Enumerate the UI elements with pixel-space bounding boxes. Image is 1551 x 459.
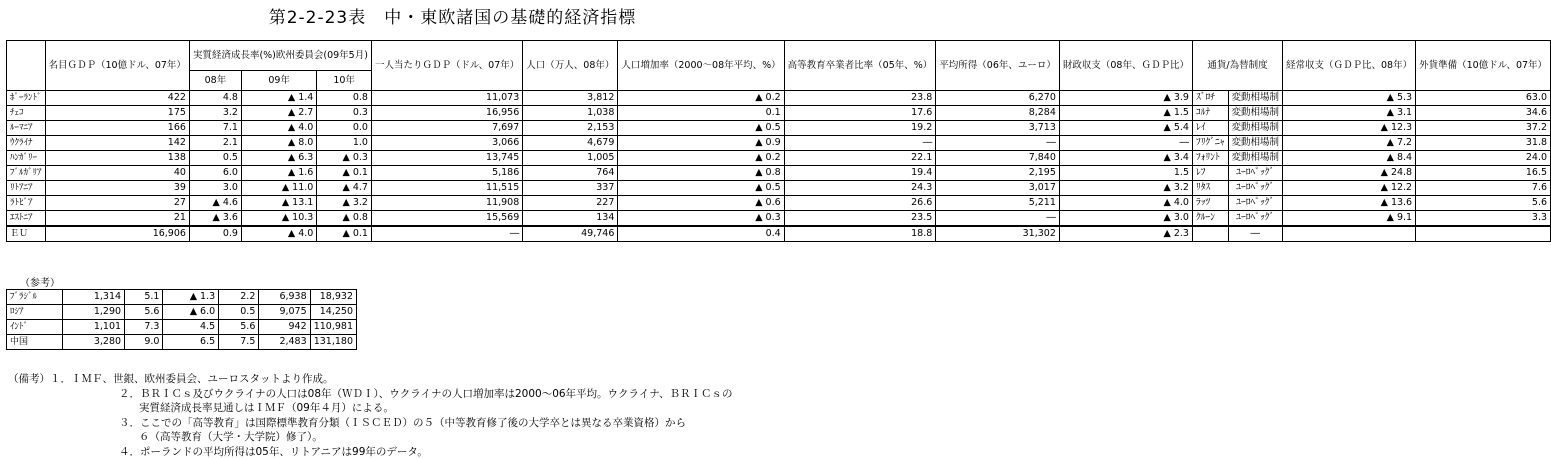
cell-gdp: 40	[45, 166, 189, 181]
cell-regime: 変動相場制	[1228, 106, 1283, 121]
note-line: ４．ポーランドの平均所得は05年、リトアニアは99年のデータ。	[119, 445, 428, 458]
header-higher-edu: 高等教育卒業者比率（05年、%）	[784, 41, 936, 91]
cell-regime: ﾕｰﾛﾍﾟｯｸﾞ	[1228, 211, 1283, 227]
cell-inc: 5,211	[936, 196, 1060, 211]
cell-edu: 24.3	[784, 181, 936, 196]
ref-cell-g09: 4.5	[163, 320, 219, 335]
cell-cur: ﾌﾘｸﾞﾆｬ	[1192, 136, 1228, 151]
cell-gdppc: 16,956	[371, 106, 522, 121]
header-gdp-per-capita: 一人当たりＧＤＰ（ドル、07年）	[371, 41, 522, 91]
cell-g10: ▲ 3.2	[317, 196, 372, 211]
cell-inc: 8,284	[936, 106, 1060, 121]
cell-res: 5.6	[1416, 196, 1551, 211]
ref-cell-pop: 14,250	[310, 305, 356, 320]
cell-gdp: 16,906	[45, 226, 189, 242]
cell-g08: 3.2	[189, 106, 241, 121]
ref-cell-country: ﾛｼｱ	[7, 305, 63, 320]
cell-fis: ▲ 4.0	[1059, 196, 1192, 211]
reference-label: （参考）	[20, 278, 60, 289]
cell-fis: ▲ 2.3	[1059, 226, 1192, 242]
notes	[8, 372, 733, 459]
cell-popg: ▲ 0.8	[618, 166, 784, 181]
cell-edu: 23.5	[784, 211, 936, 227]
table-row	[7, 106, 1551, 121]
cell-country: ﾊﾝｶﾞﾘｰ	[7, 151, 46, 166]
cell-cur: ﾚﾌ	[1192, 166, 1228, 181]
cell-res: 31.8	[1416, 136, 1551, 151]
reference-row	[7, 305, 357, 320]
reference-row	[7, 290, 357, 305]
cell-edu: 26.6	[784, 196, 936, 211]
cell-ca	[1283, 226, 1416, 242]
ref-cell-g08: 7.3	[125, 320, 163, 335]
cell-ca: ▲ 12.3	[1283, 121, 1416, 136]
cell-gdppc: 3,066	[371, 136, 522, 151]
note-line: ２．ＢＲＩＣｓ及びウクライナの人口は08年（ＷＤＩ）、ウクライナの人口増加率は2000～06年平均。ウクライナ、ＢＲＩＣｓの	[119, 387, 733, 400]
cell-gdp: 138	[45, 151, 189, 166]
cell-g09: ▲ 4.0	[241, 226, 316, 242]
cell-regime: ―	[1228, 226, 1283, 242]
cell-pop: 4,679	[523, 136, 618, 151]
cell-inc: ―	[936, 136, 1060, 151]
ref-cell-gdp: 1,314	[62, 290, 124, 305]
ref-cell-gdp: 1,101	[62, 320, 124, 335]
reference-row	[7, 320, 357, 335]
cell-cur: ｸﾙｰﾝ	[1192, 211, 1228, 227]
cell-gdppc: 11,073	[371, 91, 522, 106]
indicator-table	[6, 40, 1551, 242]
cell-popg: 0.1	[618, 106, 784, 121]
cell-g08: 3.0	[189, 181, 241, 196]
cell-inc: 3,017	[936, 181, 1060, 196]
cell-regime: ﾕｰﾛﾍﾟｯｸﾞ	[1228, 166, 1283, 181]
ref-cell-country: ｲﾝﾄﾞ	[7, 320, 63, 335]
cell-ca: ▲ 3.1	[1283, 106, 1416, 121]
cell-g09: ▲ 11.0	[241, 181, 316, 196]
ref-cell-g08: 5.1	[125, 290, 163, 305]
ref-cell-pop: 18,932	[310, 290, 356, 305]
cell-cur: ﾗｯﾂ	[1192, 196, 1228, 211]
header-growth-08: 08年	[189, 71, 241, 91]
cell-ca: ▲ 9.1	[1283, 211, 1416, 227]
cell-g10: 0.0	[317, 121, 372, 136]
ref-cell-g10: 7.5	[219, 335, 259, 350]
ref-cell-g09: ▲ 1.3	[163, 290, 219, 305]
cell-pop: 227	[523, 196, 618, 211]
cell-pop: 2,153	[523, 121, 618, 136]
cell-g08: 4.8	[189, 91, 241, 106]
cell-regime: 変動相場制	[1228, 151, 1283, 166]
cell-ca: ▲ 13.6	[1283, 196, 1416, 211]
cell-inc: 7,840	[936, 151, 1060, 166]
cell-g10: ▲ 0.3	[317, 151, 372, 166]
cell-edu: ―	[784, 136, 936, 151]
ref-cell-gdppc: 6,938	[259, 290, 310, 305]
cell-ca: ▲ 8.4	[1283, 151, 1416, 166]
ref-cell-pop: 110,981	[310, 320, 356, 335]
cell-edu: 18.8	[784, 226, 936, 242]
ref-cell-gdppc: 9,075	[259, 305, 310, 320]
ref-cell-gdppc: 2,483	[259, 335, 310, 350]
cell-edu: 22.1	[784, 151, 936, 166]
cell-popg: ▲ 0.3	[618, 211, 784, 227]
ref-cell-pop: 131,180	[310, 335, 356, 350]
cell-gdppc: 11,908	[371, 196, 522, 211]
reference-row	[7, 335, 357, 350]
cell-ca: ▲ 7.2	[1283, 136, 1416, 151]
cell-res: 16.5	[1416, 166, 1551, 181]
ref-cell-gdppc: 942	[259, 320, 310, 335]
note-line: ３．ここでの「高等教育」は国際標準教育分類（ＩＳＣＥＤ）の５（中等教育修了後の大学卒とは異なる卒業資格）から	[119, 416, 686, 429]
cell-edu: 23.8	[784, 91, 936, 106]
ref-cell-g10: 0.5	[219, 305, 259, 320]
cell-regime: ﾕｰﾛﾍﾟｯｸﾞ	[1228, 181, 1283, 196]
note-line: 実質経済成長率見通しはＩＭＦ（09年４月）による。	[139, 402, 394, 414]
cell-g10: 0.3	[317, 106, 372, 121]
cell-popg: ▲ 0.5	[618, 181, 784, 196]
header-fiscal: 財政収支（08年、ＧＤＰ比）	[1059, 41, 1192, 91]
cell-cur: ﾚｲ	[1192, 121, 1228, 136]
cell-gdp: 422	[45, 91, 189, 106]
cell-cur: ﾘﾀｽ	[1192, 181, 1228, 196]
table-row	[7, 121, 1551, 136]
ref-cell-g10: 2.2	[219, 290, 259, 305]
cell-pop: 49,746	[523, 226, 618, 242]
cell-gdp: 21	[45, 211, 189, 227]
cell-g10: ▲ 0.8	[317, 211, 372, 227]
table-row	[7, 196, 1551, 211]
cell-inc: 31,302	[936, 226, 1060, 242]
cell-res: 24.0	[1416, 151, 1551, 166]
ref-cell-gdp: 1,290	[62, 305, 124, 320]
cell-ca: ▲ 12.2	[1283, 181, 1416, 196]
cell-g09: ▲ 6.3	[241, 151, 316, 166]
header-current-account: 経常収支（ＧＤＰ比、08年）	[1283, 41, 1416, 91]
cell-gdp: 27	[45, 196, 189, 211]
header-currency: 通貨/為替制度	[1192, 41, 1282, 91]
reference-table	[6, 289, 357, 350]
cell-country: ﾙｰﾏﾆｱ	[7, 121, 46, 136]
table-row	[7, 211, 1551, 227]
table-row	[7, 151, 1551, 166]
cell-inc: 2,195	[936, 166, 1060, 181]
header-population: 人口（万人、08年）	[523, 41, 618, 91]
cell-res: 63.0	[1416, 91, 1551, 106]
cell-regime: 変動相場制	[1228, 121, 1283, 136]
table-row	[7, 136, 1551, 151]
cell-gdp: 142	[45, 136, 189, 151]
cell-g10: ▲ 4.7	[317, 181, 372, 196]
cell-pop: 1,038	[523, 106, 618, 121]
cell-inc: 3,713	[936, 121, 1060, 136]
cell-popg: ▲ 0.5	[618, 121, 784, 136]
header-reserves: 外貨準備（10億ドル、07年）	[1416, 41, 1551, 91]
cell-fis: ▲ 1.5	[1059, 106, 1192, 121]
ref-cell-g08: 9.0	[125, 335, 163, 350]
cell-g09: ▲ 1.4	[241, 91, 316, 106]
header-growth-10: 10年	[317, 71, 372, 91]
header-gdp: 名目ＧＤＰ（10億ドル、07年）	[45, 41, 189, 91]
cell-fis: ▲ 3.4	[1059, 151, 1192, 166]
cell-res: 37.2	[1416, 121, 1551, 136]
cell-popg: ▲ 0.6	[618, 196, 784, 211]
cell-g10: ▲ 0.1	[317, 226, 372, 242]
cell-fis: ▲ 3.9	[1059, 91, 1192, 106]
ref-cell-g09: 6.5	[163, 335, 219, 350]
table-row	[7, 166, 1551, 181]
cell-popg: ▲ 0.2	[618, 151, 784, 166]
cell-fis: ▲ 3.0	[1059, 211, 1192, 227]
cell-fis: ―	[1059, 136, 1192, 151]
cell-country: ｳｸﾗｲﾅ	[7, 136, 46, 151]
cell-popg: ▲ 0.9	[618, 136, 784, 151]
cell-edu: 17.6	[784, 106, 936, 121]
cell-pop: 337	[523, 181, 618, 196]
header-growth: 実質経済成長率(%)欧州委員会(09年5月)	[189, 41, 371, 71]
cell-ca: ▲ 5.3	[1283, 91, 1416, 106]
ref-cell-gdp: 3,280	[62, 335, 124, 350]
cell-pop: 134	[523, 211, 618, 227]
cell-gdp: 175	[45, 106, 189, 121]
cell-g09: ▲ 8.0	[241, 136, 316, 151]
cell-res: 3.3	[1416, 211, 1551, 227]
cell-g09: ▲ 1.6	[241, 166, 316, 181]
cell-g09: ▲ 10.3	[241, 211, 316, 227]
cell-gdppc: 15,569	[371, 211, 522, 227]
cell-inc: ―	[936, 211, 1060, 227]
cell-country: ﾘﾄｱﾆｱ	[7, 181, 46, 196]
cell-country: ｴｽﾄﾆｱ	[7, 211, 46, 227]
cell-gdppc: 11,515	[371, 181, 522, 196]
cell-g09: ▲ 2.7	[241, 106, 316, 121]
cell-fis: ▲ 3.2	[1059, 181, 1192, 196]
ref-cell-g08: 5.6	[125, 305, 163, 320]
header-growth-09: 09年	[241, 71, 316, 91]
cell-g08: 0.9	[189, 226, 241, 242]
ref-cell-country: ﾌﾞﾗｼﾞﾙ	[7, 290, 63, 305]
page-title: 第2-2-23表 中・東欧諸国の基礎的経済指標	[268, 8, 637, 28]
cell-regime: ﾕｰﾛﾍﾟｯｸﾞ	[1228, 196, 1283, 211]
cell-pop: 3,812	[523, 91, 618, 106]
cell-g08: 7.1	[189, 121, 241, 136]
cell-fis: ▲ 5.4	[1059, 121, 1192, 136]
header-avg-income: 平均所得（06年、ユーロ）	[936, 41, 1060, 91]
note-line: （備考）１．ＩＭＦ、世銀、欧州委員会、ユーロスタットより作成。	[8, 373, 334, 385]
cell-g09: ▲ 4.0	[241, 121, 316, 136]
cell-g09: ▲ 13.1	[241, 196, 316, 211]
ref-cell-g09: ▲ 6.0	[163, 305, 219, 320]
cell-popg: 0.4	[618, 226, 784, 242]
cell-ca: ▲ 24.8	[1283, 166, 1416, 181]
cell-cur: ﾌｫﾘﾝﾄ	[1192, 151, 1228, 166]
cell-res: 34.6	[1416, 106, 1551, 121]
table-row	[7, 91, 1551, 106]
cell-inc: 6,270	[936, 91, 1060, 106]
cell-pop: 1,005	[523, 151, 618, 166]
cell-regime: 変動相場制	[1228, 136, 1283, 151]
cell-gdppc: 5,186	[371, 166, 522, 181]
cell-country: ﾁｪｺ	[7, 106, 46, 121]
cell-g10: 0.8	[317, 91, 372, 106]
cell-g08: ▲ 4.6	[189, 196, 241, 211]
cell-g08: 6.0	[189, 166, 241, 181]
cell-gdp: 39	[45, 181, 189, 196]
cell-g08: 2.1	[189, 136, 241, 151]
cell-g10: ▲ 0.1	[317, 166, 372, 181]
cell-gdp: 166	[45, 121, 189, 136]
cell-fis: 1.5	[1059, 166, 1192, 181]
cell-pop: 764	[523, 166, 618, 181]
cell-country: ﾌﾞﾙｶﾞﾘｱ	[7, 166, 46, 181]
cell-res: 7.6	[1416, 181, 1551, 196]
cell-g08: ▲ 3.6	[189, 211, 241, 227]
ref-cell-g10: 5.6	[219, 320, 259, 335]
cell-edu: 19.4	[784, 166, 936, 181]
cell-edu: 19.2	[784, 121, 936, 136]
cell-cur: ｽﾞﾛﾁ	[1192, 91, 1228, 106]
table-row	[7, 226, 1551, 242]
cell-country: ﾗﾄﾋﾞｱ	[7, 196, 46, 211]
note-line: ６（高等教育（大学・大学院）修了）。	[139, 431, 323, 443]
cell-regime: 変動相場制	[1228, 91, 1283, 106]
cell-cur: ｺﾙﾅ	[1192, 106, 1228, 121]
header-pop-growth: 人口増加率（2000～08年平均、%）	[618, 41, 784, 91]
cell-country: ＥＵ	[7, 226, 46, 242]
table-row	[7, 181, 1551, 196]
cell-res	[1416, 226, 1551, 242]
cell-g08: 0.5	[189, 151, 241, 166]
cell-g10: 1.0	[317, 136, 372, 151]
cell-cur	[1192, 226, 1228, 242]
cell-gdppc: ―	[371, 226, 522, 242]
header-country	[7, 41, 46, 91]
ref-cell-country: 中国	[7, 335, 63, 350]
cell-gdppc: 13,745	[371, 151, 522, 166]
cell-gdppc: 7,697	[371, 121, 522, 136]
cell-popg: ▲ 0.2	[618, 91, 784, 106]
cell-country: ﾎﾟｰﾗﾝﾄﾞ	[7, 91, 46, 106]
